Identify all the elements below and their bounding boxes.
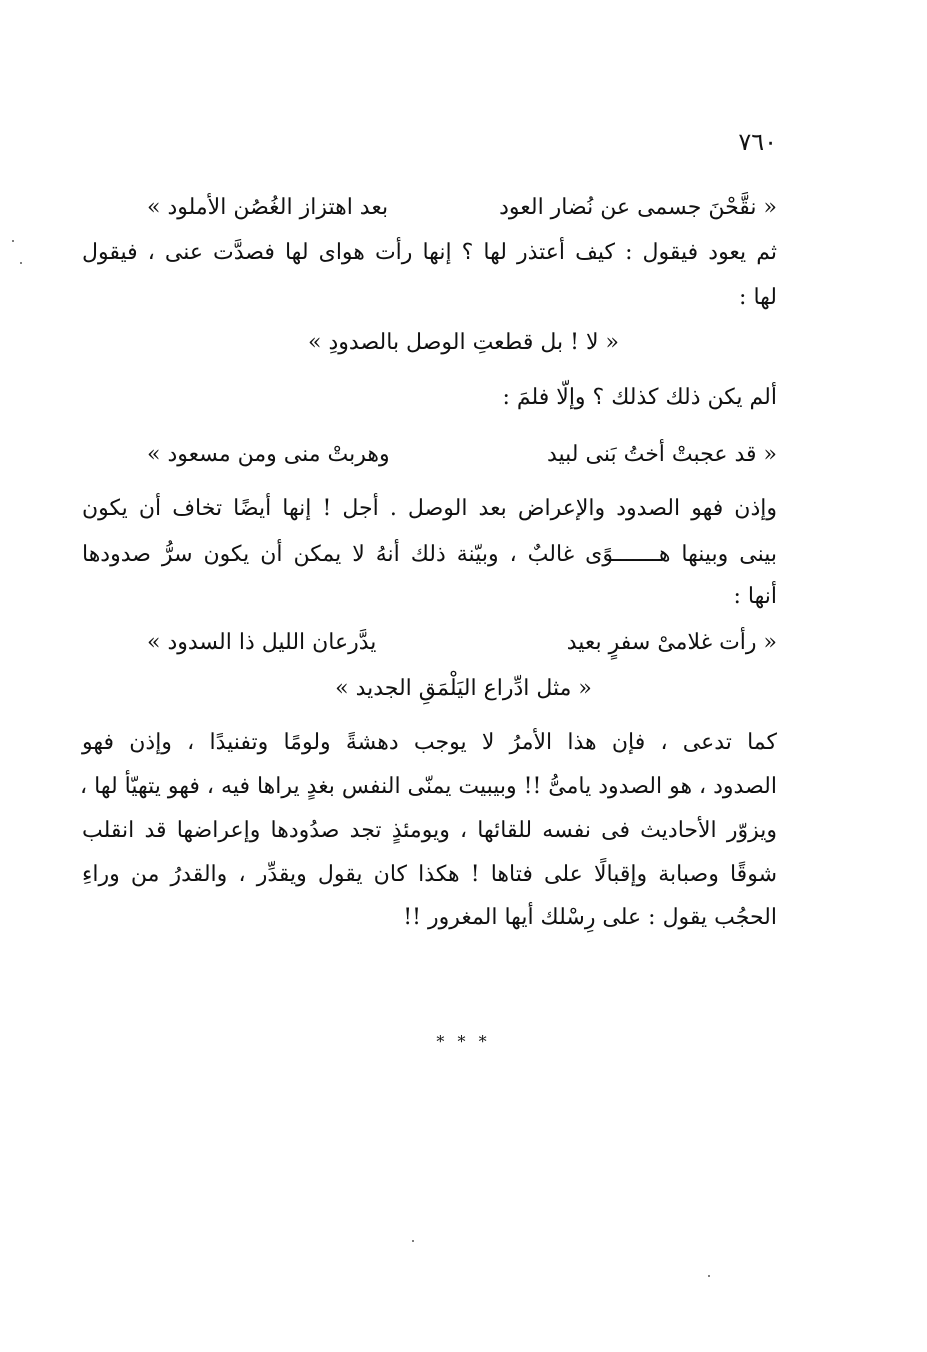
paragraph-4-line-1: كما تدعى ، فإن هذا الأمرُ لا يوجب دهشةً ولومًا وتفنيدًا ، وإذن فهو	[82, 730, 777, 755]
paragraph-3-line-3: أنها :	[733, 584, 777, 609]
paragraph-1-line-1: ثم يعود فيقول : كيف أعتذر لها ؟ إنها رأت هواى لها فصدَّت عنى ، فيقول	[82, 240, 777, 265]
verse-couplet-4	[147, 628, 777, 658]
verse-single-5: « مثل ادِّراع اليَلْمَقِ الجديد »	[335, 676, 592, 701]
scan-speck	[20, 262, 22, 264]
paragraph-4-line-4: شوقًا وصبابة وإقبالًا على فتاها ! هكذا كان يقول ويقدِّر ، والقدرُ من وراءِ	[82, 862, 777, 887]
paragraph-1-line-2: لها :	[739, 285, 777, 310]
paragraph-3-line-1: وإذن فهو الصدود والإعراض بعد الوصل . أجل ! إنها أيضًا تخاف أن يكون	[82, 496, 777, 521]
paragraph-3-line-2: بينى وبينها هـــــــوًى غالبٌ ، وبيّنة ذلك أنهُ لا يمكن أن يكون سرُّ صدودها	[82, 542, 777, 567]
verse-4-first-hemistich: « رأت غلامىْ سفرٍ بعيد	[566, 630, 777, 655]
paragraph-4-line-2: الصدود ، هو الصدود يامىُّ !! وبيبيت يمنّى النفس بغدٍ يراها فيه ، فهو يتهيّأ لها ،	[80, 774, 777, 799]
page-number: ٧٦٠	[738, 128, 777, 156]
section-separator: * * *	[436, 1032, 491, 1051]
verse-couplet-1	[147, 193, 777, 223]
scan-speck	[708, 1275, 710, 1277]
verse-single-2: « لا ! بل قطعتِ الوصل بالصدودِ »	[308, 330, 619, 355]
verse-3-first-hemistich: « قد عجبتْ أختُ بَنى لبيد	[546, 442, 777, 467]
verse-4-second-hemistich: يدَّرعان الليل ذا السدود »	[147, 630, 377, 655]
verse-3-second-hemistich: وهربتْ منى ومن مسعود »	[147, 442, 390, 467]
verse-1-second-hemistich: بعد اهتزاز الغُصُن الأملود »	[147, 195, 389, 220]
paragraph-4-line-3: ويزوّر الأحاديث فى نفسه للقائها ، ويومئذٍ تجد صدُودها وإعراضها قد انقلب	[82, 818, 777, 843]
verse-couplet-3	[147, 440, 777, 470]
paragraph-4-line-5: الحجُب يقول : على رِسْلك أيها المغرور !!	[403, 905, 777, 930]
scan-speck	[12, 240, 14, 242]
scan-speck	[412, 1240, 414, 1242]
paragraph-2-line-1: ألم يكن ذلك كذلك ؟ وإلّا فلمَ :	[502, 385, 777, 410]
verse-1-first-hemistich: « نقَّحْنَ جسمى عن نُضار العود	[499, 195, 777, 220]
